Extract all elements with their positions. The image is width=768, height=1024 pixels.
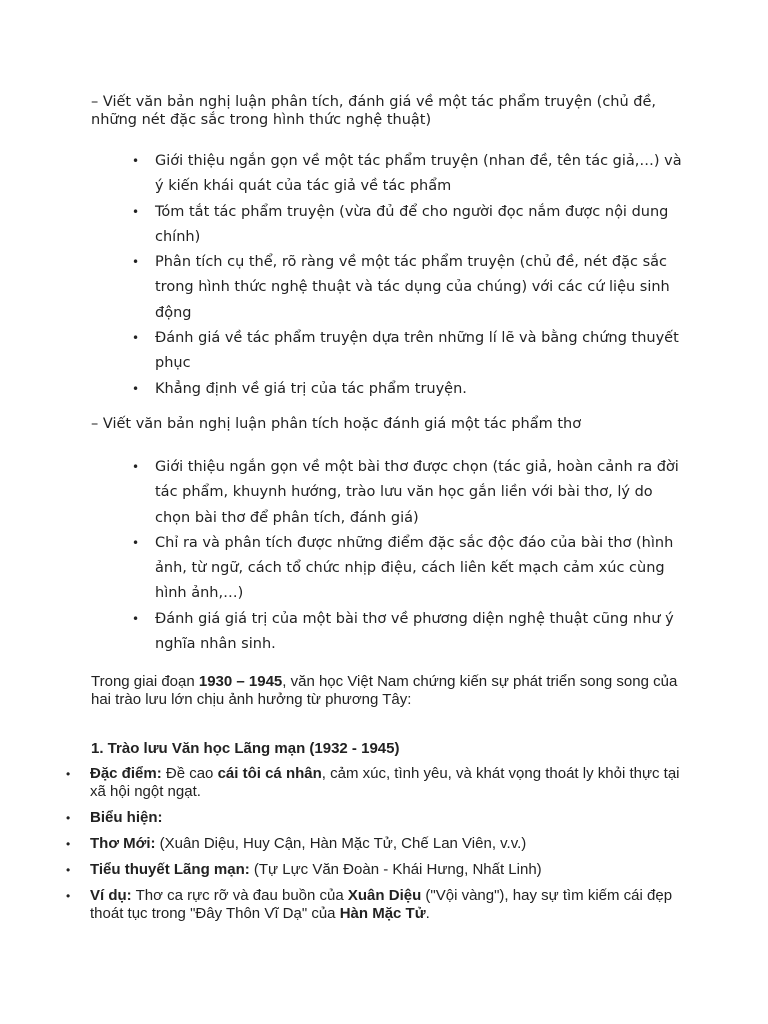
list-item: • Đánh giá về tác phẩm truyện dựa trên những lí lẽ và bằng chứng thuyết phục xyxy=(91,326,691,377)
story-criteria-list xyxy=(91,149,691,402)
list-item: • Giới thiệu ngắn gọn về một bài thơ được chọn (tác giả, hoàn cảnh ra đời tác phẩm, khuynh hướng, trào lưu văn học gắn liền với bài thơ, lý do chọn bài thơ để phân tích, đánh giá) xyxy=(91,455,691,531)
list-item: • Giới thiệu ngắn gọn về một tác phẩm truyện (nhan đề, tên tác giả,…) và ý kiến khái quát của tác giả về tác phẩm xyxy=(91,149,691,200)
bullet-icon: • xyxy=(132,611,140,626)
list-item: • Tóm tắt tác phẩm truyện (vừa đủ để cho người đọc nắm được nội dung chính) xyxy=(91,200,691,251)
list-item: • Đánh giá giá trị của một bài thơ về phương diện nghệ thuật cũng như ý nghĩa nhân sinh. xyxy=(91,607,691,658)
bullet-icon: • xyxy=(132,460,140,474)
list-item: • Thơ Mới: (Xuân Diệu, Huy Cận, Hàn Mặc Tử, Chế Lan Viên, v.v.) xyxy=(66,835,527,852)
list-item: • Chỉ ra và phân tích được những điểm đặc sắc độc đáo của bài thơ (hình ảnh, từ ngữ, cách tổ chức nhịp điệu, cách liên kết mạch cảm xúc cùng hình ảnh,…) xyxy=(91,531,691,607)
bullet-icon: • xyxy=(66,811,71,825)
intro-story-paragraph: – Viết văn bản nghị luận phân tích, đánh giá về một tác phẩm truyện (chủ đề, những nét đặc sắc trong hình thức nghệ thuật) xyxy=(91,94,657,128)
bullet-icon: • xyxy=(132,204,140,219)
bullet-icon: • xyxy=(66,837,71,851)
list-item: • Biểu hiện: xyxy=(66,809,163,826)
list-item: • Tiểu thuyết Lãng mạn: (Tự Lực Văn Đoàn - Khái Hưng, Nhất Linh) xyxy=(66,861,542,878)
intro-poem-paragraph: – Viết văn bản nghị luận phân tích hoặc đánh giá một tác phẩm thơ xyxy=(91,416,582,432)
list-item: • Đặc điểm: Đề cao cái tôi cá nhân, cảm xúc, tình yêu, và khát vọng thoát ly khỏi thực tại xã hội ngột ngạt. xyxy=(66,765,680,800)
bullet-icon: • xyxy=(66,863,71,877)
poem-criteria-list xyxy=(91,455,691,657)
bullet-icon: • xyxy=(132,154,140,168)
list-item: • Khẳng định về giá trị của tác phẩm truyện. xyxy=(91,377,691,402)
section-heading: 1. Trào lưu Văn học Lãng mạn (1932 - 1945) xyxy=(91,740,400,757)
bullet-icon: • xyxy=(66,889,71,903)
bullet-icon: • xyxy=(66,767,71,781)
list-item: • Ví dụ: Thơ ca rực rỡ và đau buồn của Xuân Diệu ("Vội vàng"), hay sự tìm kiếm cái đẹp thoát tục trong "Đây Thôn Vĩ Dạ" của Hàn Mặc Tử. xyxy=(66,887,673,922)
bullet-icon: • xyxy=(132,255,140,270)
bullet-icon: • xyxy=(132,381,140,396)
romanticism-list xyxy=(66,765,696,931)
bullet-icon: • xyxy=(132,535,140,550)
period-paragraph: Trong giai đoạn 1930 – 1945, văn học Việt Nam chứng kiến sự phát triển song song của hai trào lưu lớn chịu ảnh hưởng từ phương Tây: xyxy=(91,673,678,708)
bullet-icon: • xyxy=(132,331,140,346)
list-item: • Phân tích cụ thể, rõ ràng về một tác phẩm truyện (chủ đề, nét đặc sắc trong hình thức nghệ thuật và tác dụng của chúng) với các cứ liệu sinh động xyxy=(91,250,691,326)
